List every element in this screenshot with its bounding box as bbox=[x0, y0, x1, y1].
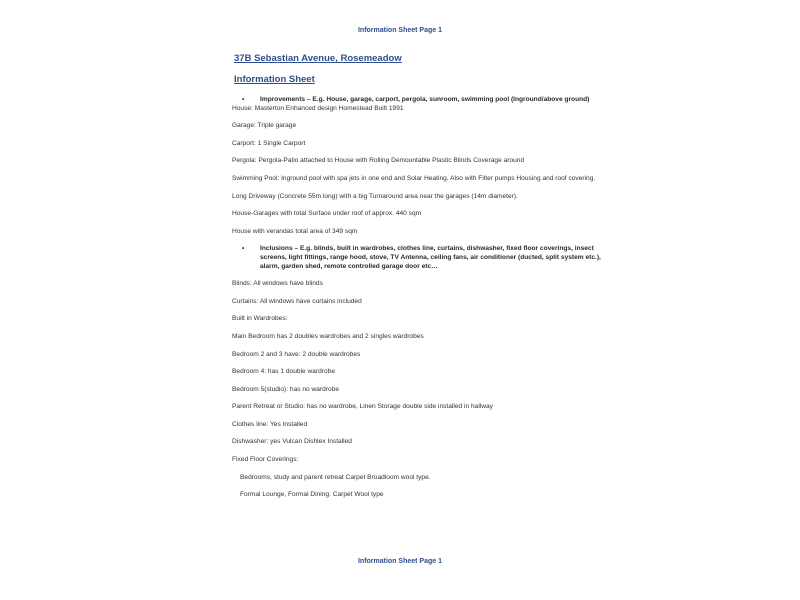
garage-line: Garage: Triple garage bbox=[232, 122, 297, 130]
clothes-line-line: Clothes line: Yes Installed bbox=[232, 420, 308, 428]
information-sheet-title: Information Sheet bbox=[234, 74, 315, 85]
house-garages-line: House-Garages with total Surface under roof of approx. 440 sqm bbox=[232, 210, 422, 218]
pool-line: Swimming Pool: Inground pool with spa jets in one end and Solar Heating. Also with Filter pumps Housing and roof covering. bbox=[232, 174, 596, 182]
inclusions-text: Inclusions – E.g. blinds, built in wardrobes, clothes line, curtains, dishwasher, fixed floor coverings, insect screens, light fittings, range hood, stove, TV Antenna, ceiling fans, air conditioner (ducted, split system etc.), alarm, garden shed, remote controlled garage door etc… bbox=[260, 245, 601, 270]
built-in-wardrobes-line: Built in Wardrobes: bbox=[232, 315, 288, 323]
inclusions-bullet bbox=[232, 245, 604, 271]
improvements-text: Improvements – E.g. House, garage, carport, pergola, sunroom, swimming pool (Inground/above ground) bbox=[260, 96, 590, 103]
blinds-line: Blinds: All windows have blinds bbox=[232, 280, 323, 288]
property-address-title: 37B Sebastian Avenue, Rosemeadow bbox=[234, 53, 402, 64]
page-header: Information Sheet Page 1 bbox=[357, 27, 443, 34]
bedroom-2-3-line: Bedroom 2 and 3 have: 2 double wardrobes bbox=[232, 350, 361, 358]
bedroom-5-line: Bedroom 5(studio): has no wardrobe bbox=[232, 385, 340, 393]
bedrooms-carpet-line: Bedrooms, study and parent retreat Carpet Broadloom wool type. bbox=[240, 473, 431, 481]
improvements-bullet bbox=[232, 96, 604, 105]
page-footer: Information Sheet Page 1 bbox=[357, 558, 443, 565]
bullet-icon: • bbox=[242, 96, 245, 103]
fixed-floor-coverings-line: Fixed Floor Coverings: bbox=[232, 456, 299, 464]
document-sheet bbox=[176, 0, 624, 600]
verandas-line: House with verandas total area of 349 sqm bbox=[232, 227, 358, 235]
house-line: House: Masterton Enhanced design Homestead Built 1991 bbox=[232, 104, 404, 112]
bedroom-4-line: Bedroom 4: has 1 double wardrobe bbox=[232, 368, 336, 376]
formal-lounge-line: Formal Lounge, Formal Dining: Carpet Wool type bbox=[240, 491, 384, 499]
carport-line: Carport: 1 Single Carport bbox=[232, 139, 306, 147]
curtains-line: Curtains: All windows have curtains included bbox=[232, 297, 362, 305]
parent-retreat-line: Parent Retreat or Studio: has no wardrobe, Linen Storage double side installed in hallway bbox=[232, 403, 493, 411]
pergola-line: Pergola: Pergola-Patio attached to House with Rolling Demountable Plastic Blinds Coverage around bbox=[232, 157, 525, 165]
bullet-icon: • bbox=[242, 245, 245, 253]
driveway-line: Long Driveway (Concrete 55m long) with a big Turnaround area near the garages (14m diameter). bbox=[232, 192, 518, 200]
main-bedroom-line: Main Bedroom has 2 doubles wardrobes and 2 singles wardrobes bbox=[232, 332, 424, 340]
document-body bbox=[232, 96, 604, 500]
dishwasher-line: Dishwasher: yes Vulcan Dishlex Installed bbox=[232, 438, 352, 446]
